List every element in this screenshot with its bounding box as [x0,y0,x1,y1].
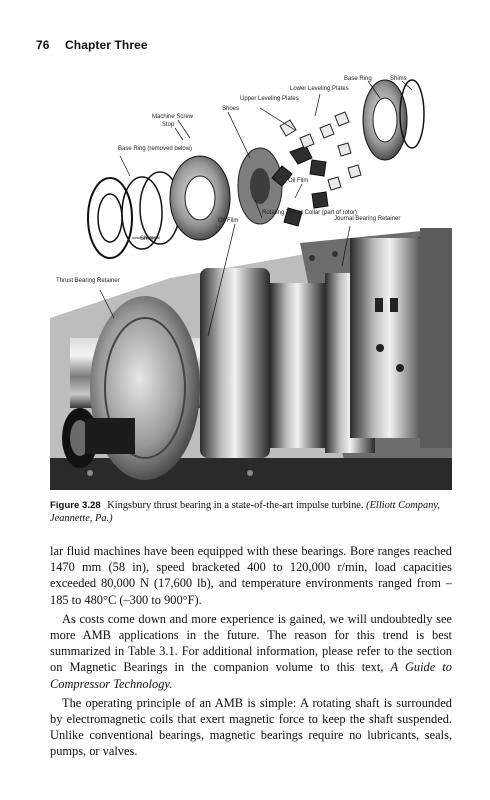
paragraph-2 [50,611,452,692]
callout-oil-film-right: Oil Film [288,178,309,184]
callout-shims-top: Shims [390,76,407,82]
caption-credit: (Elliott Company, Jeannette, Pa.) [50,500,441,524]
paragraph-3: The operating principle of an AMB is simple: A rotating shaft is surrounded by electromagnetic coils that exert magnetic force to keep the shaft suspended. Unlike conventional bearings, magnetic bearings require no lubricants, seals, pumps, or valves. [50,695,452,759]
callout-journal-bearing-retainer: Journal Bearing Retainer [334,216,401,222]
paragraph-1: lar fluid machines have been equipped with these bearings. Bore ranges reached 1470 mm (58 in), speed bracketed 400 to 120,000 r/min, load capacities exceeded 80,000 N (17,600 lb), and temperature environments ranged from –185 to 480°C (–300 to 900°F). [50,544,452,607]
callout-machine-screw: Machine Screw [152,114,194,120]
body-text [50,543,452,760]
callout-oil-film-center: Oil Film [218,218,239,224]
figure-caption [50,500,452,525]
callout-rotating-thrust-collar: Rotating Thrust Collar (part of rotor) [262,210,357,216]
callout-upper-leveling-plates: Upper Leveling Plates [240,96,299,102]
turbine-bearing-illustration [50,68,452,490]
callout-stop: Stop [162,122,175,128]
running-header [36,38,466,56]
paragraph-2-text: As costs come down and more experience is gained, we will undoubtedly see more AMB applications in the future. The reason for this trend is best summarized in Table 3.1. For additional information, please refer to the section on Magnetic Bearings in the companion volume to this text, [50,611,452,675]
callout-lower-leveling-plates: Lower Leveling Plates [290,86,349,92]
page-number: 76 [36,38,50,52]
figure-photo [50,68,452,490]
callout-base-ring-removed: Base Ring (removed below) [118,146,193,152]
caption-text: Kingsbury thrust bearing in a state-of-the-art impulse turbine. [107,500,364,511]
callout-base-ring: Base Ring [344,76,372,82]
callout-thrust-bearing-retainer: Thrust Bearing Retainer [56,278,120,284]
chapter-title: Chapter Three [65,38,148,52]
figure-label: Figure 3.28 [50,500,101,511]
book-title: A Guide to Compressor Technology. [50,660,452,691]
callout-shoes: Shoes [222,106,240,112]
callout-shims-left: Shims [140,236,157,242]
